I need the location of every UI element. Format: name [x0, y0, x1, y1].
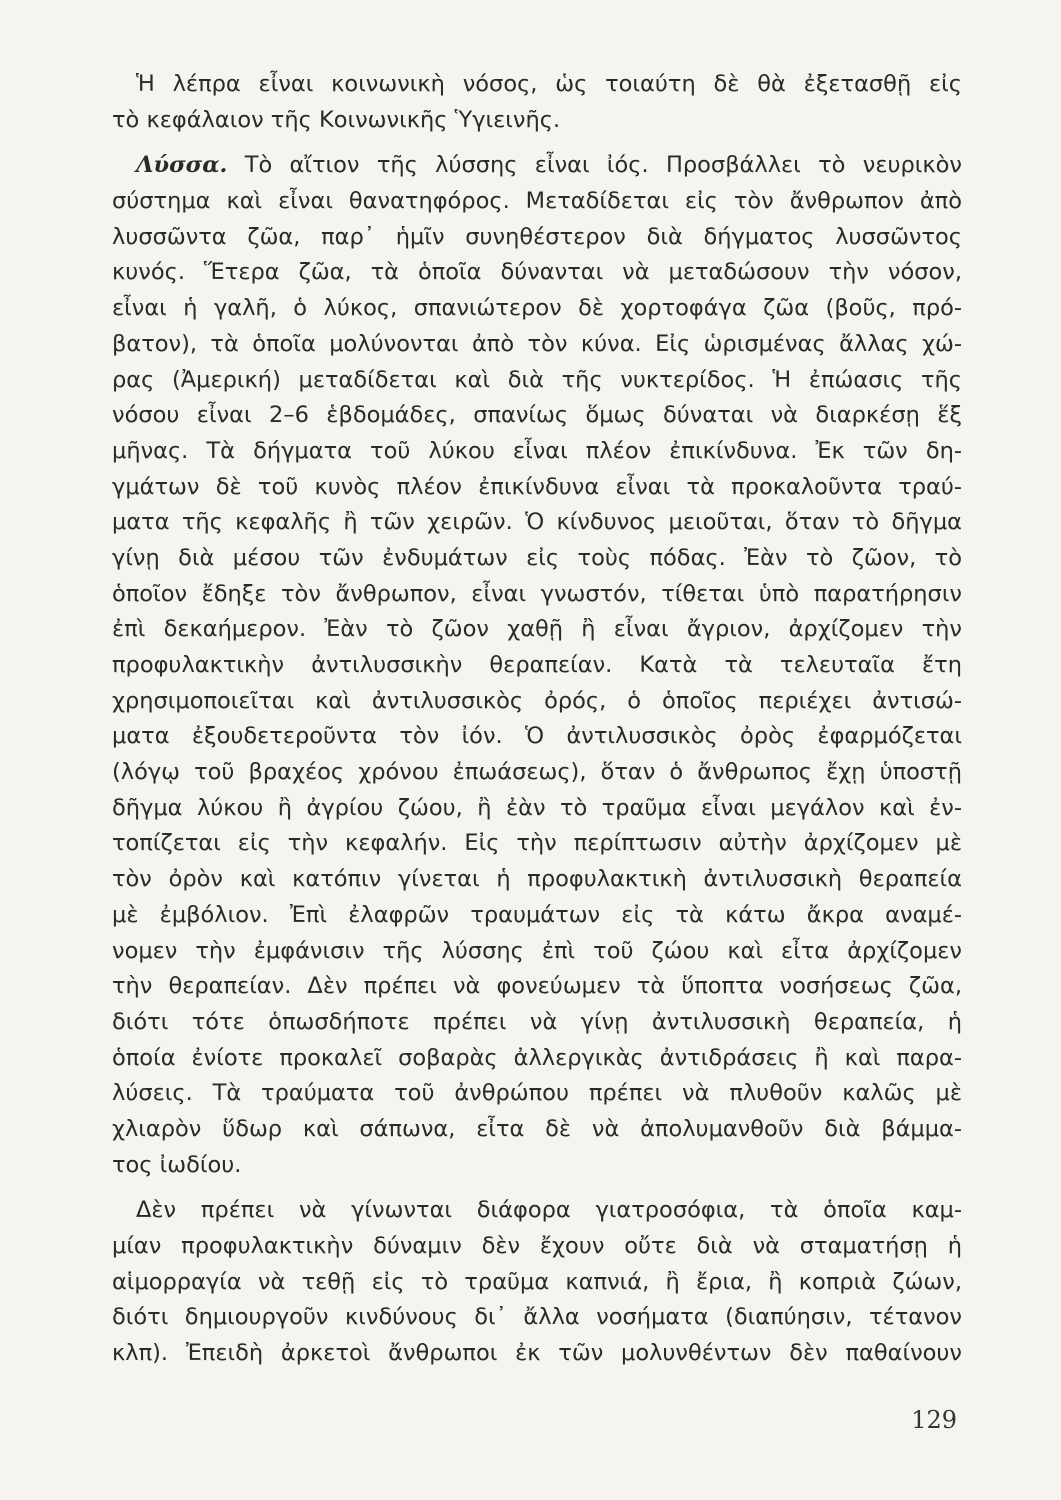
- text-line: νομεν τὴν ἐμφάνισιν τῆς λύσσης ἐπὶ τοῦ ζώου καὶ εἶτα ἀρχίζομεν: [112, 937, 962, 964]
- text-line: τὸ κεφάλαιον τῆς Κοινωνικῆς Ὑγιεινῆς.: [112, 106, 561, 133]
- text-line: μὲ ἐμβόλιον. Ἐπὶ ἐλαφρῶν τραυμάτων εἰς τὰ κάτω ἄκρα αναμέ-: [112, 901, 962, 928]
- text-line: Ἡ λέπρα εἶναι κοινωνικὴ νόσος, ὡς τοιαύτη δὲ θὰ ἐξετασθῇ εἰς: [136, 71, 962, 97]
- text-line: λυσσῶντα ζῶα, παρ᾽ ἡμῖν συνηθέστερον διὰ δήγματος λυσσῶντος: [112, 223, 962, 250]
- paragraph-leprosy: [112, 67, 962, 138]
- paragraph-remedies: [112, 1193, 962, 1371]
- text-line: χλιαρὸν ὕδωρ καὶ σάπωνα, εἶτα δὲ νὰ ἀπολυμανθοῦν διὰ βάμμα-: [112, 1115, 962, 1142]
- text-line: διότι δημιουργοῦν κινδύνους δι᾽ ἄλλα νοσήματα (διαπύησιν, τέτανον: [112, 1304, 962, 1331]
- text-line: βατον), τὰ ὁποῖα μολύνονται ἀπὸ τὸν κύνα. Εἰς ὡρισμένας ἄλλας χώ-: [112, 330, 962, 357]
- text-line: [112, 148, 962, 184]
- text-line: λύσεις. Τὰ τραύματα τοῦ ἀνθρώπου πρέπει νὰ πλυθοῦν καλῶς μὲ: [112, 1080, 962, 1107]
- text-line: νόσου εἶναι 2–6 ἑβδομάδες, σπανίως ὅμως δύναται νὰ διαρκέσῃ ἕξ: [112, 402, 962, 429]
- text-line: τος ἰωδίου.: [112, 1151, 242, 1178]
- text-line: τοπίζεται εἰς τὴν κεφαλήν. Εἰς τὴν περίπτωσιν αὐτὴν ἀρχίζομεν μὲ: [112, 830, 962, 857]
- text-line: σύστημα καὶ εἶναι θανατηφόρος. Μεταδίδεται εἰς τὸν ἄνθρωπον ἀπὸ: [112, 188, 962, 215]
- text-line: μῆνας. Τὰ δήγματα τοῦ λύκου εἶναι πλέον ἐπικίνδυνα. Ἐκ τῶν δη-: [112, 437, 962, 464]
- text-line: ἐπὶ δεκαήμερον. Ἐὰν τὸ ζῶον χαθῇ ἢ εἶναι ἄγριον, ἀρχίζομεν τὴν: [112, 616, 962, 643]
- text-line: τὴν θεραπείαν. Δὲν πρέπει νὰ φονεύωμεν τὰ ὕποπτα νοσήσεως ζῶα,: [112, 973, 962, 1000]
- text-line: Δὲν πρέπει νὰ γίνωνται διάφορα γιατροσόφια, τὰ ὁποῖα καμ-: [136, 1197, 962, 1224]
- text-line: γίνῃ διὰ μέσου τῶν ἐνδυμάτων εἰς τοὺς πόδας. Ἐὰν τὸ ζῶον, τὸ: [112, 544, 962, 571]
- section-heading: Λύσσα.: [136, 152, 228, 179]
- text-line: αἱμορραγία νὰ τεθῇ εἰς τὸ τραῦμα καπνιά, ἢ ἔρια, ἢ κοπριὰ ζώων,: [112, 1268, 962, 1295]
- body-text: [112, 67, 962, 1372]
- text-line: γμάτων δὲ τοῦ κυνὸς πλέον ἐπικίνδυνα εἶναι τὰ προκαλοῦντα τραύ-: [112, 473, 962, 500]
- text-line: κυνός. Ἕτερα ζῶα, τὰ ὁποῖα δύνανται νὰ μεταδώσουν τὴν νόσον,: [112, 259, 962, 286]
- heading-line-text: Τὸ αἴτιον τῆς λύσσης εἶναι ἰός. Προσβάλλει τὸ νευρικὸν: [227, 152, 962, 179]
- page-number: 129: [911, 1406, 957, 1434]
- text-line: ματα ἐξουδετεροῦντα τὸν ἰόν. Ὁ ἀντιλυσσικὸς ὀρὸς ἐφαρμόζεται: [112, 723, 962, 750]
- text-line: ὁποῖον ἔδηξε τὸν ἄνθρωπον, εἶναι γνωστόν, τίθεται ὑπὸ παρατήρησιν: [112, 580, 962, 607]
- text-line: μίαν προφυλακτικὴν δύναμιν δὲν ἔχουν οὔτε διὰ νὰ σταματήσῃ ἡ: [112, 1233, 962, 1259]
- text-line: δῆγμα λύκου ἢ ἀγρίου ζώου, ἢ ἐὰν τὸ τραῦμα εἶναι μεγάλον καὶ ἐν-: [112, 794, 962, 821]
- text-line: χρησιμοποιεῖται καὶ ἀντιλυσσικὸς ὀρός, ὁ ὁποῖος περιέχει ἀντισώ-: [112, 687, 962, 714]
- text-line: ρας (Ἀμερική) μεταδίδεται καὶ διὰ τῆς νυκτερίδος. Ἡ ἐπώασις τῆς: [112, 366, 962, 393]
- text-line: προφυλακτικὴν ἀντιλυσσικὴν θεραπείαν. Κατὰ τὰ τελευταῖα ἔτη: [112, 652, 962, 678]
- text-line: ματα τῆς κεφαλῆς ἢ τῶν χειρῶν. Ὁ κίνδυνος μειοῦται, ὅταν τὸ δῆγμα: [112, 509, 962, 536]
- text-line: τὸν ὀρὸν καὶ κατόπιν γίνεται ἡ προφυλακτικὴ ἀντιλυσσικὴ θεραπεία: [112, 866, 962, 893]
- paragraph-rabies: [112, 148, 962, 1183]
- text-line: κλπ). Ἐπειδὴ ἀρκετοὶ ἄνθρωποι ἐκ τῶν μολυνθέντων δὲν παθαίνουν: [112, 1340, 962, 1367]
- text-line: (λόγῳ τοῦ βραχέος χρόνου ἐπωάσεως), ὅταν ὁ ἄνθρωπος ἔχῃ ὑποστῇ: [112, 759, 962, 786]
- text-line: διότι τότε ὁπωσδήποτε πρέπει νὰ γίνῃ ἀντιλυσσικὴ θεραπεία, ἡ: [112, 1008, 962, 1035]
- text-line: ὁποία ἐνίοτε προκαλεῖ σοβαρὰς ἀλλεργικὰς ἀντιδράσεις ἢ καὶ παρα-: [112, 1044, 962, 1071]
- text-line: εἶναι ἡ γαλῆ, ὁ λύκος, σπανιώτερον δὲ χορτοφάγα ζῶα (βοῦς, πρό-: [112, 295, 962, 322]
